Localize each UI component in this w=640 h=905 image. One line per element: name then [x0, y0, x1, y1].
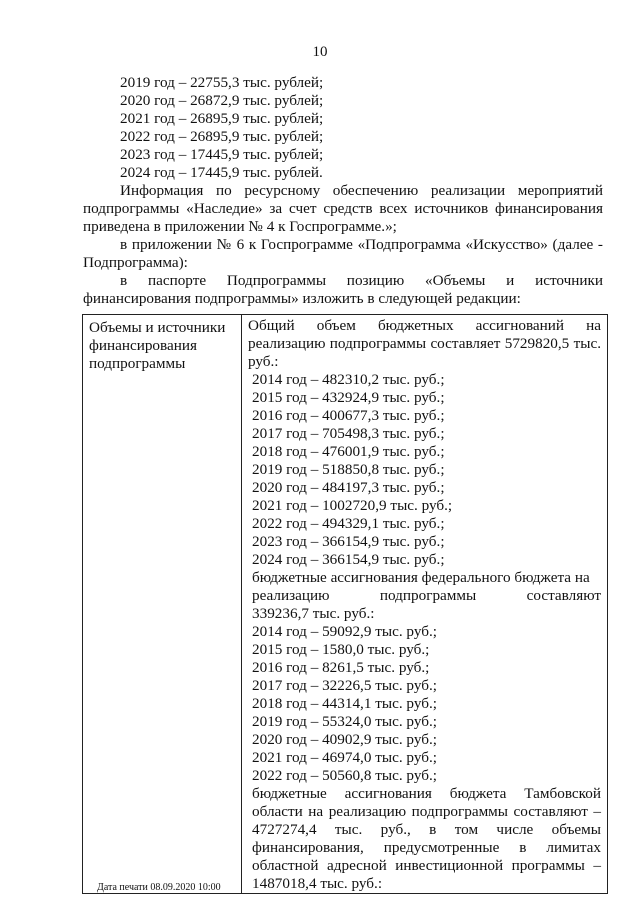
table-row [83, 315, 608, 894]
page-number: 10 [312, 44, 328, 60]
federal-year-line: 2015 год – 1580,0 тыс. руб.; [252, 641, 430, 658]
total-year-line: 2017 год – 705498,3 тыс. руб.; [252, 425, 445, 442]
position-content [242, 315, 608, 894]
total-year-line: 2022 год – 494329,1 тыс. руб.; [252, 515, 445, 532]
federal-year-line: 2016 год – 8261,5 тыс. руб.; [252, 659, 430, 676]
federal-word: составляют [526, 587, 601, 604]
federal-word: реализацию [252, 587, 330, 604]
federal-intro-line-spread [252, 587, 601, 605]
paragraph-resource-info: Информация по ресурсному обеспечению реализации мероприятий подпрограммы «Наследие» за счет средств всех источников финансирования приведена в приложении № 4 к Госпрограмме.»; [83, 182, 603, 235]
federal-total-line: 339236,7 тыс. руб.: [252, 605, 375, 622]
federal-year-line: 2017 год – 32226,5 тыс. руб.; [252, 677, 437, 694]
year-line: 2023 год – 17445,9 тыс. рублей; [120, 146, 324, 163]
federal-year-line: 2022 год – 50560,8 тыс. руб.; [252, 767, 437, 784]
print-date-footer: Дата печати 08.09.2020 10:00 [97, 882, 221, 893]
position-label: Объемы и источники финансирования подпрограммы [83, 315, 242, 894]
federal-year-line: 2021 год – 46974,0 тыс. руб.; [252, 749, 437, 766]
paragraph-appendix-6: в приложении № 6 к Госпрограмме «Подпрограмма «Искусство» (далее - Подпрограмма): [83, 236, 603, 271]
total-year-line: 2019 год – 518850,8 тыс. руб.; [252, 461, 445, 478]
total-year-line: 2021 год – 1002720,9 тыс. руб.; [252, 497, 453, 514]
paragraph-passport: в паспорте Подпрограммы позицию «Объемы и источники финансирования подпрограммы» изложить в следующей редакции: [83, 272, 603, 307]
year-funding-list [120, 74, 640, 182]
year-line: 2024 год – 17445,9 тыс. рублей. [120, 164, 323, 181]
federal-year-line: 2018 год – 44314,1 тыс. руб.; [252, 695, 437, 712]
federal-year-line: 2014 год – 59092,9 тыс. руб.; [252, 623, 437, 640]
year-line: 2022 год – 26895,9 тыс. рублей; [120, 128, 324, 145]
passport-table [82, 314, 608, 894]
total-intro: Общий объем бюджетных ассигнований на реализацию подпрограммы составляет 5729820,5 тыс. руб.: [248, 317, 601, 370]
federal-year-line: 2020 год – 40902,9 тыс. руб.; [252, 731, 437, 748]
year-line: 2019 год – 22755,3 тыс. рублей; [120, 74, 324, 91]
total-year-list [248, 371, 601, 569]
federal-intro-line: бюджетные ассигнования федерального бюджета на [252, 569, 590, 586]
federal-budget-section [248, 569, 601, 893]
federal-year-line: 2019 год – 55324,0 тыс. руб.; [252, 713, 437, 730]
year-line: 2020 год – 26872,9 тыс. рублей; [120, 92, 324, 109]
federal-word: подпрограммы [379, 587, 477, 604]
total-year-line: 2015 год – 432924,9 тыс. руб.; [252, 389, 445, 406]
regional-budget-text: бюджетные ассигнования бюджета Тамбовской области на реализацию подпрограммы составляют – 4727274,4 тыс. руб., в том числе объемы финансирования, предусмотренные в лимитах областной адресной инвестиционной программы – 1487018,4 тыс. руб.: [252, 785, 601, 892]
year-line: 2021 год – 26895,9 тыс. рублей; [120, 110, 324, 127]
total-year-line: 2020 год – 484197,3 тыс. руб.; [252, 479, 445, 496]
total-year-line: 2024 год – 366154,9 тыс. руб.; [252, 551, 445, 568]
total-year-line: 2023 год – 366154,9 тыс. руб.; [252, 533, 445, 550]
total-year-line: 2014 год – 482310,2 тыс. руб.; [252, 371, 445, 388]
total-year-line: 2018 год – 476001,9 тыс. руб.; [252, 443, 445, 460]
total-year-line: 2016 год – 400677,3 тыс. руб.; [252, 407, 445, 424]
